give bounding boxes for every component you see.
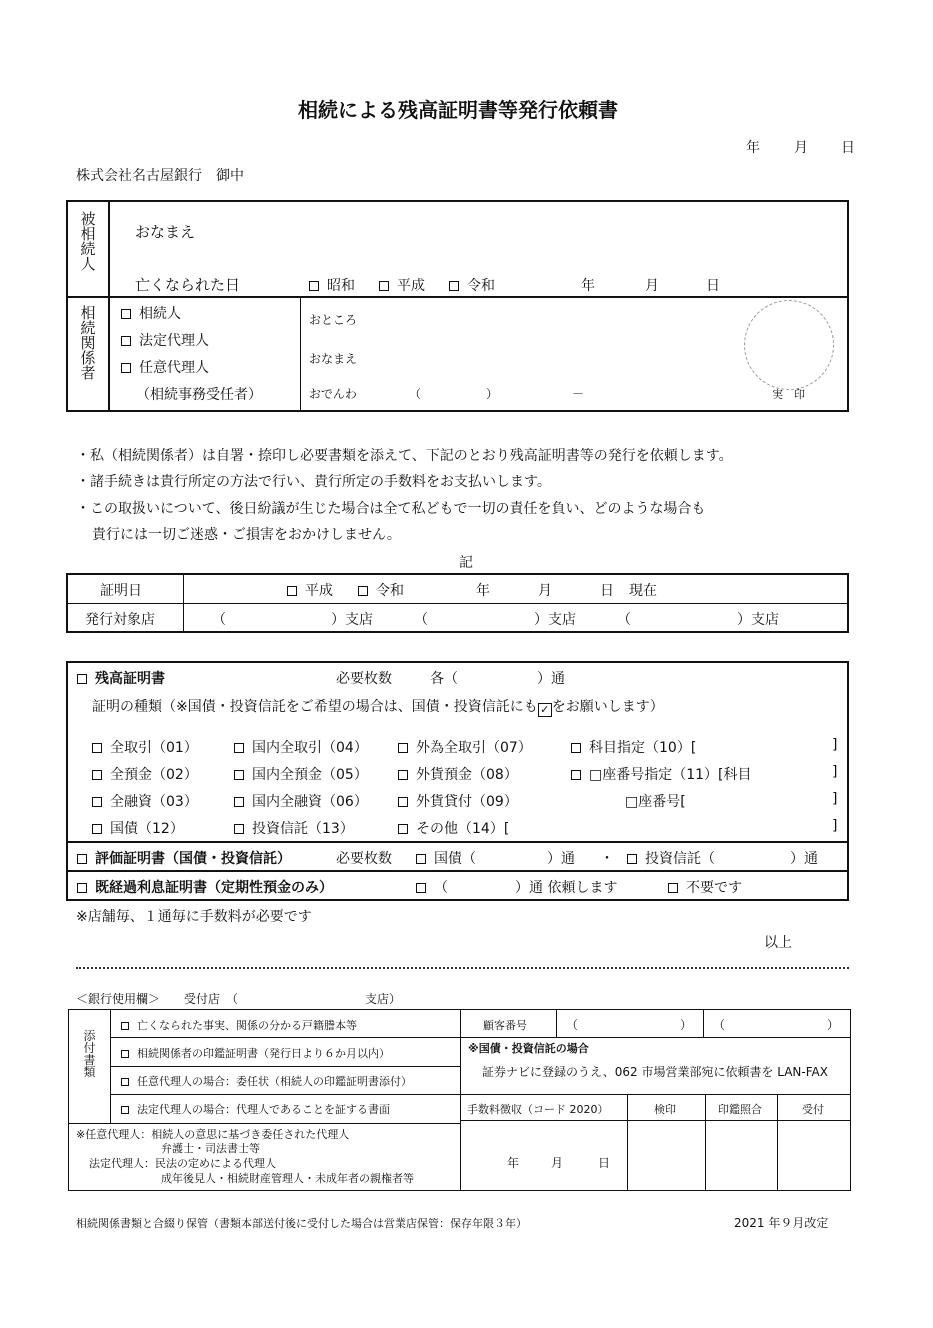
role-voluntary-agent-option[interactable]: 任意代理人 [121, 357, 209, 377]
checkbox-icon [398, 770, 408, 780]
type-option[interactable]: 全取引（01） [92, 737, 198, 757]
checkbox-icon [398, 797, 408, 807]
address-label: おところ [309, 313, 358, 327]
page-title: 相続による残高証明書等発行依頼書 [298, 98, 618, 122]
note-2: ・諸手続きは貴行所定の方法で行い、貴行所定の手数料をお支払いします。 [76, 474, 551, 490]
addressee: 株式会社名古屋銀行 御中 [76, 168, 244, 184]
valuation-fund-unit: ）通 [790, 851, 818, 867]
check-mark-icon: ✓ [538, 703, 552, 717]
valuation-dot: ・ [600, 851, 614, 867]
type-option[interactable]: 外貨預金（08） [398, 764, 518, 784]
attachment-option[interactable]: 法定代理人の場合：代理人であることを証する書面 [121, 1101, 390, 1117]
phone-label: おでんわ [309, 387, 357, 401]
checkbox-icon [358, 586, 368, 596]
checkbox-icon [77, 854, 87, 864]
checkbox-icon [121, 363, 131, 373]
era-showa-option[interactable]: 昭和 [309, 275, 355, 295]
type-option[interactable]: 全融資（03） [92, 791, 198, 811]
phone-close: ） [486, 387, 499, 401]
cert-month-label: 月 [538, 583, 552, 599]
branch-1-open: （ [212, 612, 226, 628]
interest-request-option[interactable]: （ [416, 877, 448, 897]
cert-day-label: 日 [600, 583, 614, 599]
agent-note-1: ※任意代理人：相続人の意思に基づき委任された代理人 [76, 1128, 350, 1141]
death-year-label: 年 [581, 278, 595, 294]
valuation-jgb-option[interactable]: 国債（ [416, 848, 476, 868]
checkbox-icon [92, 797, 102, 807]
date-year-label: 年 [746, 140, 760, 156]
type-note: 証明の種類（※国債・投資信託をご希望の場合は、国債・投資信託にも ✓ をお願いします） [92, 699, 664, 716]
death-date-label: 亡くなられた日 [135, 276, 241, 294]
customer-no-label: 顧客番号 [483, 1019, 527, 1032]
ki-label: 記 [459, 555, 473, 571]
reception-branch-label: 受付店 （ [184, 992, 239, 1006]
attachment-option[interactable]: 相続関係者の印鑑証明書（発行日より６か月以内） [121, 1045, 390, 1061]
checkbox-icon [121, 1078, 129, 1086]
branch-3-suffix: ）支店 [737, 612, 779, 628]
inspection-label: 検印 [654, 1103, 676, 1116]
checkbox-icon [121, 336, 131, 346]
customer-no-close-2: ） [827, 1018, 840, 1032]
checkbox-icon [379, 281, 389, 291]
checkbox-icon [92, 770, 102, 780]
cut-line [76, 967, 849, 969]
valuation-cert-option[interactable]: 評価証明書（国債・投資信託） [77, 848, 291, 868]
type-option[interactable]: 国内全預金（05） [234, 764, 368, 784]
bank-use-header: ＜銀行使用欄＞ [76, 992, 161, 1006]
attachment-option[interactable]: 任意代理人の場合：委任状（相続人の印鑑証明書添付） [121, 1073, 412, 1089]
jgb-note-body: 証券ナビに登録のうえ、062 市場営業部宛に依頼書を LAN-FAX [482, 1065, 828, 1079]
checkbox-icon [571, 743, 581, 753]
type-option[interactable]: その他（14）[ [398, 818, 509, 838]
storage-note: 相続関係書類と合綴り保管（書類本部送付後に受付した場合は営業店保管：保存年限３年） [76, 1217, 527, 1230]
type-option[interactable]: 外為全取引（07） [398, 737, 532, 757]
balance-count-label: 必要枚数 [336, 671, 392, 687]
interest-cert-option[interactable]: 既経過利息証明書（定期性預金のみ） [77, 877, 333, 897]
checkbox-icon [234, 824, 244, 834]
checkbox-icon [398, 824, 408, 834]
cert-current-label: 現在 [629, 583, 657, 599]
bracket-close: ] [832, 737, 838, 753]
type-option[interactable]: 国内全取引（04） [234, 737, 368, 757]
type-option[interactable]: 国内全融資（06） [234, 791, 368, 811]
checkbox-icon [121, 1106, 129, 1114]
date-day-label: 日 [841, 140, 855, 156]
checkbox-icon [627, 854, 637, 864]
checkbox-icon [77, 674, 87, 684]
cert-date-label: 証明日 [100, 583, 142, 599]
checkbox-icon [287, 586, 297, 596]
checkbox-icon [234, 770, 244, 780]
type-option[interactable]: 科目指定（10）[ [571, 737, 696, 757]
death-day-label: 日 [706, 278, 720, 294]
agent-note-2: 弁護士・司法書士等 [161, 1142, 260, 1155]
interest-request-label: ）通 依頼します [515, 880, 618, 896]
account-no-label: □座番号[ [625, 794, 686, 810]
relative-section-label: 相続関係者 [80, 304, 96, 382]
customer-no-close-1: ） [680, 1018, 693, 1032]
bracket-close: ] [832, 818, 838, 834]
balance-cert-option[interactable]: 残高証明書 [77, 668, 165, 688]
checkbox-icon [234, 797, 244, 807]
target-branch-label: 発行対象店 [85, 612, 155, 628]
customer-no-open-2: （ [713, 1018, 726, 1032]
fee-date-year: 年 [507, 1156, 520, 1170]
agent-note-3: 法定代理人：民法の定めによる代理人 [89, 1157, 276, 1170]
balance-each: 各（ [430, 671, 458, 687]
type-option[interactable]: 外貨貸付（09） [398, 791, 518, 811]
checkbox-icon [234, 743, 244, 753]
branch-2-suffix: ）支店 [534, 612, 576, 628]
reception-label: 受付 [802, 1103, 824, 1116]
interest-not-needed-option[interactable]: 不要です [668, 877, 742, 897]
valuation-count-label: 必要枚数 [336, 851, 392, 867]
note-1: ・私（相続関係者）は自署・捺印し必要書類を添えて、下記のとおり残高証明書等の発行を依頼します。 [76, 448, 733, 464]
checkbox-icon [449, 281, 459, 291]
fee-date-day: 日 [598, 1156, 611, 1170]
death-month-label: 月 [645, 278, 659, 294]
valuation-fund-option[interactable]: 投資信託（ [627, 848, 715, 868]
type-option[interactable]: 国債（12） [92, 818, 184, 838]
branch-3-open: （ [617, 612, 631, 628]
role-legal-agent-option[interactable]: 法定代理人 [121, 330, 209, 350]
checkbox-icon [398, 743, 408, 753]
role-heir-option[interactable]: 相続人 [121, 303, 181, 323]
decedent-name-label: おなまえ [135, 223, 196, 241]
attachments-label: 添付書類 [83, 1029, 96, 1079]
branch-1-suffix: ）支店 [331, 612, 373, 628]
checkbox-icon [668, 883, 678, 893]
agent-note-4: 成年後見人・相続財産管理人・未成年者の親権者等 [161, 1172, 414, 1185]
cert-era-reiwa-option[interactable]: 令和 [358, 580, 404, 600]
jgb-note-title: ※国債・投資信託の場合 [468, 1042, 589, 1055]
checkbox-icon [92, 824, 102, 834]
cert-era-heisei-option[interactable]: 平成 [287, 580, 333, 600]
valuation-jgb-unit: ）通 [547, 851, 575, 867]
role-note: （相続事務受任者） [136, 387, 262, 403]
type-option[interactable]: 全預金（02） [92, 764, 198, 784]
date-month-label: 月 [794, 140, 808, 156]
bracket-close: ] [832, 791, 838, 807]
type-option[interactable]: 投資信託（13） [234, 818, 354, 838]
checkbox-icon [92, 743, 102, 753]
cert-year-label: 年 [476, 583, 490, 599]
reception-branch-suffix: 支店） [365, 992, 402, 1006]
checkbox-icon [416, 854, 426, 864]
fee-note: ※店舗毎、１通毎に手数料が必要です [76, 909, 312, 925]
seal-label: 実 印 [772, 388, 805, 401]
era-reiwa-option[interactable]: 令和 [449, 275, 495, 295]
phone-dash: － [572, 387, 585, 401]
fee-code-label: 手数料徴収（コード 2020） [467, 1103, 609, 1116]
fee-date-month: 月 [551, 1156, 564, 1170]
note-3: ・この取扱いについて、後日紛議が生じた場合は全て私どもで一切の責任を負い、どのような場合も [76, 501, 706, 517]
checkbox-icon [121, 1022, 129, 1030]
checkbox-icon [121, 309, 131, 319]
checkbox-icon [77, 883, 87, 893]
type-option[interactable]: □座番号指定（11）[科目 [571, 764, 752, 784]
era-heisei-option[interactable]: 平成 [379, 275, 425, 295]
decedent-section-label: 被相続人 [80, 210, 96, 273]
balance-unit: ）通 [537, 671, 565, 687]
customer-no-open-1: （ [566, 1018, 579, 1032]
checkbox-icon [121, 1050, 129, 1058]
bracket-close: ] [832, 764, 838, 780]
attachment-option[interactable]: 亡くなられた事実、関係の分かる戸籍謄本等 [121, 1017, 357, 1033]
phone-open: （ [409, 387, 422, 401]
checkbox-icon [571, 770, 581, 780]
note-3-cont: 貴行には一切ご迷惑・ご損害をおかけしません。 [92, 527, 401, 543]
end-label: 以上 [764, 935, 792, 951]
seal-check-label: 印鑑照合 [718, 1103, 762, 1116]
seal-circle [744, 300, 834, 390]
relative-name-label: おなまえ [309, 352, 358, 366]
checkbox-icon [416, 883, 426, 893]
revision-note: 2021 年９月改定 [734, 1216, 829, 1230]
branch-2-open: （ [414, 612, 428, 628]
checkbox-icon [309, 281, 319, 291]
